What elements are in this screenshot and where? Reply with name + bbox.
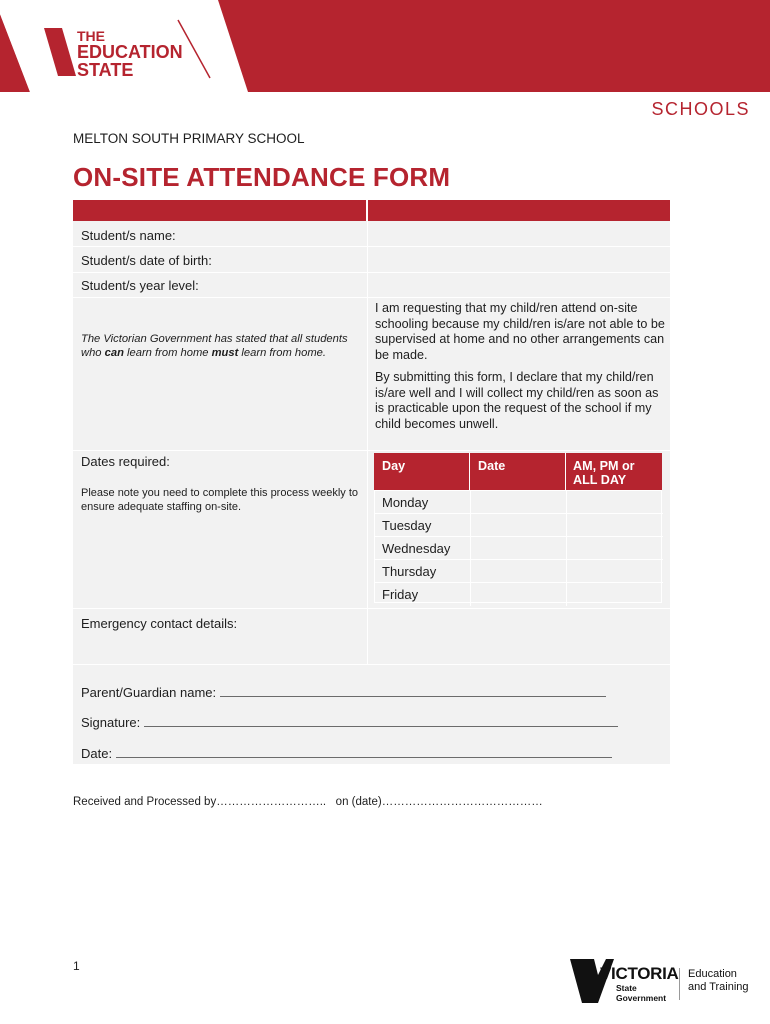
day-cell: Friday [382,587,419,602]
page-title: ON-SITE ATTENDANCE FORM [73,162,451,192]
table-row[interactable] [375,514,663,537]
svg-text:THE: THE [77,28,105,44]
parent-guardian-line[interactable]: Parent/Guardian name: [81,685,606,700]
days-table-header [374,453,662,490]
session-column-header: AM, PM or ALL DAY [573,459,635,487]
day-cell: Tuesday [382,518,432,533]
page-number: 1 [73,959,80,973]
signature-line[interactable]: Signature: [81,715,618,730]
request-paragraph: I am requesting that my child/ren attend on-site schooling because my child/ren is/are not able to be supervised at home and no other arrangements can be made. [375,301,665,362]
emergency-contact-field[interactable] [368,609,670,664]
dob-label: Student/s date of birth: [81,253,212,268]
government-note: The Victorian Government has stated that all students who can learn from home must learn from home. [81,333,348,359]
day-cell: Thursday [382,564,437,579]
date-column-header: Date [478,459,506,473]
table-row[interactable] [375,583,663,606]
schools-label: SCHOOLS [651,99,750,119]
date-line[interactable]: Date: [81,746,612,761]
victoria-government-logo [568,951,758,1006]
emergency-contact-label: Emergency contact details: [81,616,238,631]
table-row[interactable] [375,560,663,583]
svg-text:STATE: STATE [77,60,134,80]
day-cell: Monday [382,495,429,510]
student-name-label: Student/s name: [81,228,176,243]
school-name: MELTON SOUTH PRIMARY SCHOOL [73,131,305,146]
state-government-label: State Government [616,983,667,1003]
department-label: Education and Training [688,968,749,993]
dates-note: Please note you need to complete this process weekly to ensure adequate staffing on-site. [81,487,358,513]
dates-required-label: Dates required: [81,454,170,469]
declaration-paragraph: By submitting this form, I declare that my child/ren is/are well and I will collect my child/ren as soon as is practicable upon the request of the school if my child becomes unwell. [375,370,659,431]
dob-field[interactable] [368,247,670,272]
received-processed-line: Received and Processed by……………………….. on (date)…………………………………… [73,796,543,808]
year-level-label: Student/s year level: [81,278,199,293]
days-table [374,453,662,603]
student-name-field[interactable] [368,221,670,246]
header-banner [0,0,770,92]
table-row[interactable] [375,537,663,560]
victoria-wordmark: VICTORIA [600,964,679,983]
day-column-header: Day [382,459,406,473]
attendance-form-table [73,200,670,764]
svg-text:EDUCATION: EDUCATION [77,42,183,62]
form-header-row [73,200,670,221]
table-row[interactable] [375,491,663,514]
days-table-body [374,490,662,603]
year-level-field[interactable] [368,273,670,297]
day-cell: Wednesday [382,541,451,556]
